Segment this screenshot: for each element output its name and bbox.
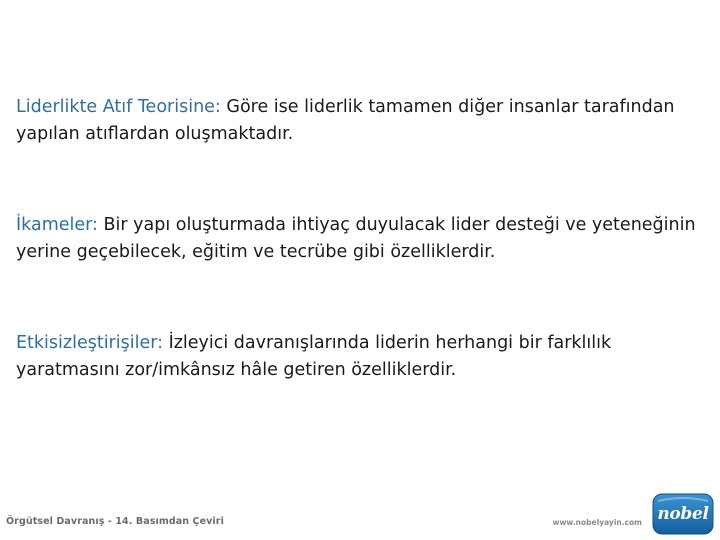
nobel-logo — [652, 493, 714, 535]
logo-text: nobel — [657, 504, 709, 524]
term-attribution-theory: Liderlikte Atıf Teorisine: — [16, 97, 221, 117]
paragraph-neutralizers — [16, 330, 706, 384]
definition-neutralizers: İzleyici davranışlarında liderin herhangi bir farklılık yaratmasını zor/imkânsız hâle getiren özelliklerdir. — [16, 333, 612, 380]
definition-substitutes: Bir yapı oluşturmada ihtiyaç duyulacak lider desteği ve yeteneğinin yerine geçebilecek, eğitim ve tecrübe gibi özelliklerdir. — [16, 215, 696, 262]
footer-website[interactable]: www.nobelyayin.com — [552, 518, 642, 527]
term-substitutes: İkameler: — [16, 215, 98, 235]
definition-attribution-theory: Göre ise liderlik tamamen diğer insanlar tarafından yapılan atıflardan oluşmaktadır. — [16, 97, 675, 144]
paragraph-attribution-theory — [16, 94, 706, 148]
paragraph-substitutes — [16, 212, 706, 266]
footer-book-title: Örgütsel Davranış - 14. Basımdan Çeviri — [6, 516, 224, 527]
term-neutralizers: Etkisizleştirişiler: — [16, 333, 163, 353]
